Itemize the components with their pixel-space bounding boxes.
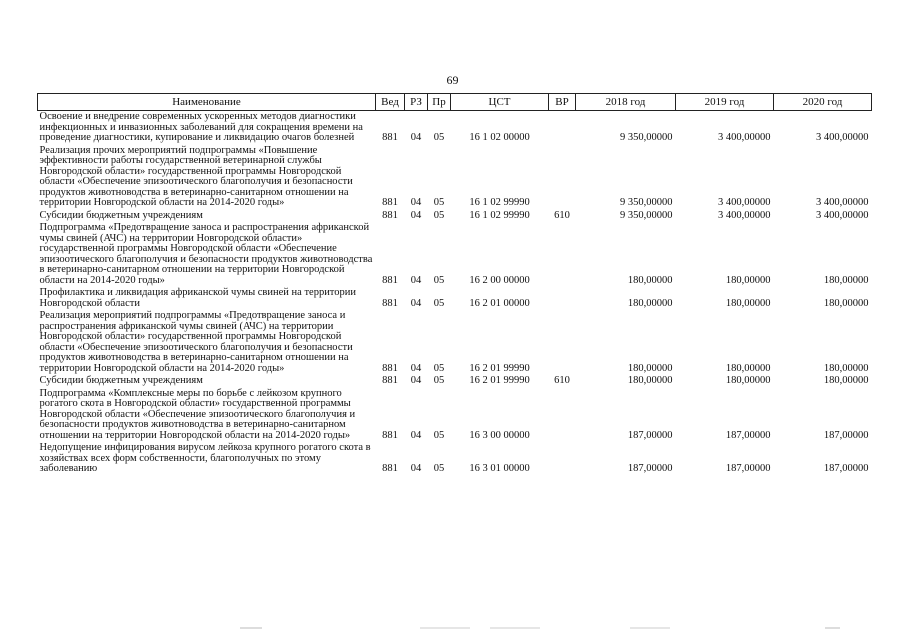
table-row <box>38 210 872 223</box>
cell-2018: 9 350,00000 <box>620 132 673 143</box>
cell-pr: 05 <box>433 209 445 221</box>
cell-pr: 05 <box>433 362 445 374</box>
cell-rz: 04 <box>410 297 422 309</box>
cell-ved: 881 <box>382 429 398 441</box>
cell-ved: 881 <box>382 463 398 474</box>
table-row <box>38 310 872 375</box>
header-2019: 2019 год <box>676 94 774 111</box>
cell-cst: 16 3 00 00000 <box>469 429 530 441</box>
cell-pr: 05 <box>433 429 445 441</box>
cell-rz: 04 <box>410 429 422 441</box>
budget-table <box>37 93 872 476</box>
header-2018: 2018 год <box>576 94 676 111</box>
cell-2020: 187,00000 <box>823 429 869 441</box>
cell-2018: 180,00000 <box>627 362 673 374</box>
cell-2020: 3 400,00000 <box>816 209 869 221</box>
cell-pr: 05 <box>433 197 445 208</box>
cell-ved: 881 <box>382 362 398 374</box>
cell-ved: 881 <box>382 375 398 386</box>
cell-cst: 16 1 02 00000 <box>469 132 530 143</box>
cell-pr: 05 <box>433 274 445 286</box>
cell-ved: 881 <box>382 197 398 208</box>
table-header-row <box>38 94 872 111</box>
cell-vr <box>549 222 576 287</box>
cell-cst: 16 3 01 00000 <box>469 463 530 474</box>
cell-2018: 180,00000 <box>627 375 673 386</box>
cell-rz: 04 <box>410 197 422 208</box>
cell-name: Освоение и внедрение современных ускоренных методов диагностики инфекционных и инвазионных заболеваний для сокращения времени на проведение диагностики, купирование и ликвидацию очагов болезней <box>39 111 363 143</box>
cell-pr: 05 <box>433 463 445 474</box>
cell-cst: 16 2 01 00000 <box>469 297 530 309</box>
cell-cst: 16 2 01 99990 <box>469 375 530 386</box>
cell-2020: 180,00000 <box>823 274 869 286</box>
cell-name: Подпрограмма «Предотвращение заноса и распространения африканской чумы свиней (АЧС) на территории Новгородской области» государственной программы Новгородской области «Обеспечение эпизоотического благополучия и безопасности продуктов животноводства в ветеринарно-санитарном отношении на территории Новгородской области на 2014-2020 годы» <box>39 222 373 286</box>
cell-name: Реализация мероприятий подпрограммы «Предотвращение заноса и распространения африканской чумы свиней (АЧС) на территории Новгородской области» государственной программы Новгородской области «Обеспечение эпизоотического благополучия и безопасности продуктов животноводства в ветеринарно-санитарном отношении на территории Новгородской области на 2014-2020 годы» <box>39 310 353 374</box>
cell-name: Подпрограмма «Комплексные меры по борьбе с лейкозом крупного рогатого скота в Новгородской области» государственной программы Новгородской области «Обеспечение эпизоотического благополучия и безопасности продуктов животноводства в ветеринарно-санитарном отношении на территории Новгородской области на 2014-2020 годы» <box>39 387 356 441</box>
cell-cst: 16 2 00 00000 <box>469 274 530 286</box>
table-row <box>38 287 872 310</box>
cell-rz: 04 <box>410 132 422 143</box>
cell-2018: 180,00000 <box>627 274 673 286</box>
cell-2019: 3 400,00000 <box>718 209 771 221</box>
cell-vr <box>549 388 576 443</box>
cell-2018: 9 350,00000 <box>620 197 673 208</box>
cell-2020: 187,00000 <box>823 463 869 474</box>
cell-vr <box>549 442 576 476</box>
cell-2019: 187,00000 <box>725 429 771 441</box>
cell-name: Профилактика и ликвидация африканской чумы свиней на территории Новгородской области <box>39 287 356 309</box>
cell-vr: 610 <box>554 209 570 221</box>
header-rz: РЗ <box>405 94 428 111</box>
header-vr: ВР <box>549 94 576 111</box>
cell-ved: 881 <box>382 132 398 143</box>
cell-2018: 9 350,00000 <box>620 209 673 221</box>
cell-2020: 3 400,00000 <box>816 197 869 208</box>
cell-name: Субсидии бюджетным учреждениям <box>39 209 203 221</box>
table-row <box>38 442 872 476</box>
header-2020: 2020 год <box>774 94 872 111</box>
cell-name: Субсидии бюджетным учреждениям <box>39 375 203 386</box>
cell-pr: 05 <box>433 375 445 386</box>
cell-cst: 16 1 02 99990 <box>469 209 530 221</box>
cell-2018: 187,00000 <box>627 429 673 441</box>
header-ved: Вед <box>376 94 405 111</box>
cell-name: Недопущение инфицирования вирусом лейкоза крупного рогатого скота в хозяйствах всех форм собственности, благополучных по этому заболеванию <box>39 442 371 474</box>
cell-2018: 187,00000 <box>627 463 673 474</box>
cell-2019: 3 400,00000 <box>718 132 771 143</box>
cell-rz: 04 <box>410 375 422 386</box>
cell-cst: 16 2 01 99990 <box>469 362 530 374</box>
cell-2020: 180,00000 <box>823 362 869 374</box>
cell-rz: 04 <box>410 463 422 474</box>
cell-name: Реализация прочих мероприятий подпрограммы «Повышение эффективности работы государственной ветеринарной службы Новгородской области» государственной программы Новгородской области «Обеспечение эпизоотического благополучия и безопасности продуктов животноводства в ветеринарно-санитарном отношении на территории Новгородской области на 2014-2020 годы» <box>39 144 353 208</box>
cell-ved: 881 <box>382 274 398 286</box>
cell-rz: 04 <box>410 209 422 221</box>
cell-pr: 05 <box>433 297 445 309</box>
cell-2019: 3 400,00000 <box>718 197 771 208</box>
cell-2020: 3 400,00000 <box>816 132 869 143</box>
cell-2019: 187,00000 <box>725 463 771 474</box>
cell-pr: 05 <box>433 132 445 143</box>
cell-ved: 881 <box>382 297 398 309</box>
header-name: Наименование <box>38 94 376 111</box>
cell-rz: 04 <box>410 274 422 286</box>
cell-2019: 180,00000 <box>725 375 771 386</box>
cell-rz: 04 <box>410 362 422 374</box>
table-row <box>38 145 872 210</box>
page-number: 69 <box>446 73 459 87</box>
table-row <box>38 375 872 388</box>
cell-vr <box>549 145 576 210</box>
cell-2019: 180,00000 <box>725 362 771 374</box>
cell-vr: 610 <box>554 375 570 386</box>
cell-2020: 180,00000 <box>823 375 869 386</box>
cell-2019: 180,00000 <box>725 274 771 286</box>
cell-ved: 881 <box>382 209 398 221</box>
table-row <box>38 222 872 287</box>
cell-2018: 180,00000 <box>627 297 673 309</box>
cell-vr <box>549 111 576 145</box>
cell-cst: 16 1 02 99990 <box>469 197 530 208</box>
cell-2020: 180,00000 <box>823 297 869 309</box>
scan-noise <box>0 626 905 630</box>
header-cst: ЦСТ <box>451 94 549 111</box>
cell-vr <box>549 310 576 375</box>
header-pr: Пр <box>428 94 451 111</box>
cell-vr <box>549 287 576 310</box>
cell-2019: 180,00000 <box>725 297 771 309</box>
table-row <box>38 388 872 443</box>
table-row <box>38 111 872 145</box>
